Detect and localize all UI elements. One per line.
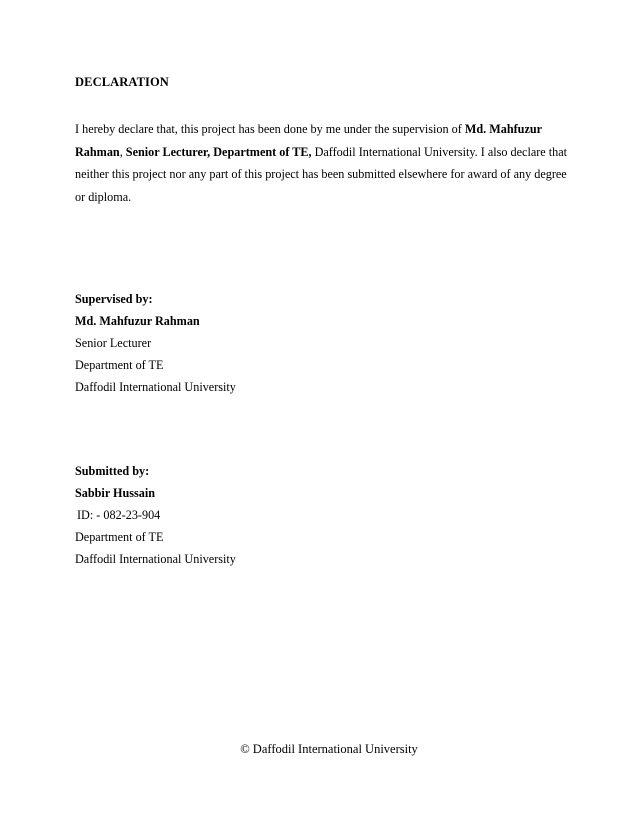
submitted-by-block <box>75 460 236 570</box>
submitted-by-label: Submitted by: <box>75 464 150 478</box>
supervisor-department: Department of TE <box>75 358 164 372</box>
student-name: Sabbir Hussain <box>75 486 156 500</box>
supervisor-university: Daffodil International University <box>75 380 236 394</box>
supervisor-title: Senior Lecturer <box>75 336 152 350</box>
page-title: DECLARATION <box>75 75 169 89</box>
student-university: Daffodil International University <box>75 552 236 566</box>
supervised-by-label: Supervised by: <box>75 292 153 306</box>
supervisor-name-inline: Md. Mahfuzur Rahman <box>75 122 542 159</box>
student-department: Department of TE <box>75 530 164 544</box>
declaration-comma: , <box>119 144 126 159</box>
declaration-text-part1: I hereby declare that, this project has been done by me under the supervision of <box>75 122 465 136</box>
supervisor-designation-inline: Senior Lecturer, Department of TE, <box>125 144 312 159</box>
page-footer: © Daffodil International University <box>240 742 418 756</box>
declaration-paragraph <box>75 118 575 208</box>
student-id: ID: - 082-23-904 <box>77 508 161 522</box>
supervisor-name: Md. Mahfuzur Rahman <box>75 314 200 328</box>
declaration-text-part2: Daffodil International University. I also declare that neither this project nor any part of this project has been submitted elsewhere for award of any degree or diploma. <box>75 144 568 204</box>
supervised-by-block <box>75 288 236 398</box>
